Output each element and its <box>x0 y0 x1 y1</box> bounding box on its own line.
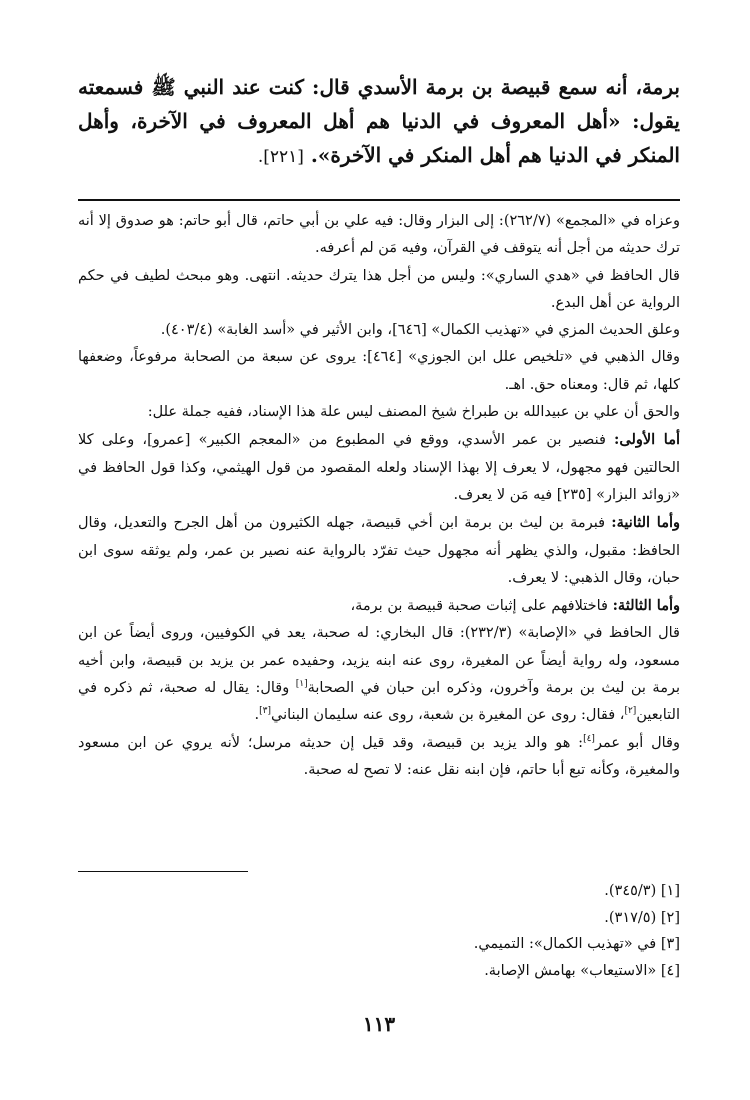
footnote-marker: [٣] <box>259 706 271 717</box>
note-paragraph: أما الأولى: فنصير بن عمر الأسدي، ووقع في المطبوع من «المعجم الكبير» [عمرو]، وعلى كلا الحالتين فهو مجهول، لا يعرف إلا بهذا الإسناد ولعله المقصود من قول الهيثمي، وكذا قول الحافظ في «زوائد البزار» [٢٣٥] فيه مَن لا يعرف. <box>78 431 681 503</box>
footnote-marker: [٤] <box>583 733 595 744</box>
note-paragraph: وأما الثانية: فبرمة بن ليث بن برمة ابن أخي قبيصة، جهله الكثيرون من أهل الجرح والتعديل، وقال الحافظ: مقبول، والذي يظهر أنه مجهول حيث تفرّد بالرواية عنه نصير بن عمر، ولم يوثقه سوى ابن حبان، وقال الذهبي: لا يعرف. <box>78 514 681 586</box>
footnote-separator <box>78 871 248 872</box>
note-label: أما الأولى: <box>614 431 681 449</box>
note-paragraph: والحق أن علي بن عبيدالله بن طبراخ شيخ المصنف ليس علة هذا الإسناد، ففيه جملة علل: <box>147 404 680 421</box>
footnote: [٣] في «تهذيب الكمال»: التميمي. <box>473 936 680 952</box>
footnote-marker: [٢] <box>624 706 637 717</box>
main-separator <box>78 199 680 201</box>
note-paragraph: وعزاه في «المجمع» (٢٦٢/٧): إلى البزار وقال: فيه علي بن أبي حاتم، قال أبو حاتم: هو صدوق إلا أنه ترك حديثه من أجل أنه يتوقف في القرآن، وفيه مَن لم أعرفه. <box>78 213 680 257</box>
note-paragraph: قال الحافظ في «الإصابة» (٢٣٢/٣): قال البخاري: له صحبة، يعد في الكوفيين، وروى أيضاً عن ابن مسعود، وله رواية أيضاً عن المغيرة، روى عنه ابنه يزيد، وحفيده عمر بن يزيد بن قبيصة، وابن أخيه برمة بن ليث بن برمة وآخرون، وذكره ابن حبان في الصحابة[١] وقال: يقال له صحبة، ثم ذكره في التابعين[٢]، فقال: روى عن المغيرة بن شعبة، روى عنه سليمان البناني[٣]. <box>78 625 681 724</box>
footnote: [٢] (٣١٧/٥). <box>604 909 680 926</box>
note-paragraph: وأما الثالثة: فاختلافهم على إثبات صحبة قبيصة بن برمة، <box>350 597 680 615</box>
footnotes <box>78 878 680 984</box>
note-paragraph: قال الحافظ في «هدي الساري»: وليس من أجل هذا يترك حديثه. انتهى. وهو مبحث لطيف في حكم الرواية عن أهل البدع. <box>78 267 680 311</box>
footnote-marker: [١] <box>295 679 308 690</box>
note-paragraph: وقال الذهبي في «تلخيص علل ابن الجوزي» [٤٦٤]: يروى عن سبعة من الصحابة مرفوعاً، وضعفها كلها، ثم قال: ومعناه حق. اهـ. <box>78 349 680 393</box>
footnote: [٤] «الاستيعاب» بهامش الإصابة. <box>484 962 680 979</box>
note-label: وأما الثالثة: <box>612 597 680 615</box>
main-text <box>78 70 680 174</box>
note-label: وأما الثانية: <box>611 514 681 532</box>
main-paragraph: برمة، أنه سمع قبيصة بن برمة الأسدي قال: كنت عند النبي ﷺ فسمعته يقول: «أهل المعروف في الدنيا هم أهل المعروف في الآخرة، وأهل المنكر في الدنيا هم أهل المنكر في الآخرة». [٢٢١]. <box>78 75 680 167</box>
page-number: ١١٣ <box>362 1012 396 1036</box>
note-paragraph: وقال أبو عمر[٤]: هو والد يزيد بن قبيصة، وقد قيل إن حديثه مرسل؛ لأنه يروي عن ابن مسعود والمغيرة، وكأنه تبع أبا حاتم، فإن ابنه نقل عنه: لا تصح له صحبة. <box>78 733 680 778</box>
commentary <box>78 208 680 784</box>
note-paragraph: وعلق الحديث المزي في «تهذيب الكمال» [٦٤٦]، وابن الأثير في «أسد الغابة» (٤٠٣/٤). <box>160 322 680 339</box>
hadith-number: [٢٢١]. <box>257 147 304 167</box>
footnote: [١] (٣٤٥/٣). <box>604 883 680 899</box>
